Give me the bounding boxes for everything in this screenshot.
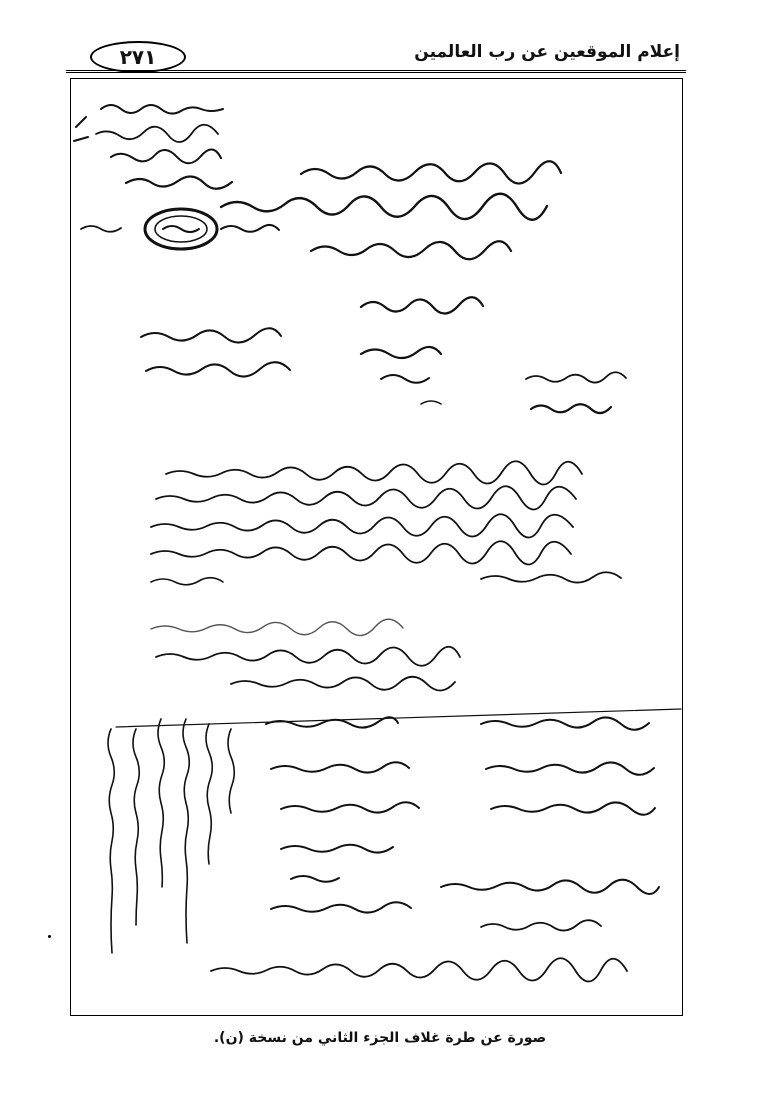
page-header	[66, 38, 686, 72]
manuscript-image	[70, 78, 683, 1016]
handwriting-scan-icon	[71, 79, 683, 1016]
header-rule	[66, 70, 686, 73]
stray-mark	[48, 935, 51, 938]
page-number: ٢٧١	[90, 41, 186, 73]
running-title: إعلام الموقعين عن رب العالمين	[414, 42, 680, 62]
figure-caption: صورة عن طرة غلاف الجزء الثاني من نسخة (ن).	[213, 1030, 547, 1046]
